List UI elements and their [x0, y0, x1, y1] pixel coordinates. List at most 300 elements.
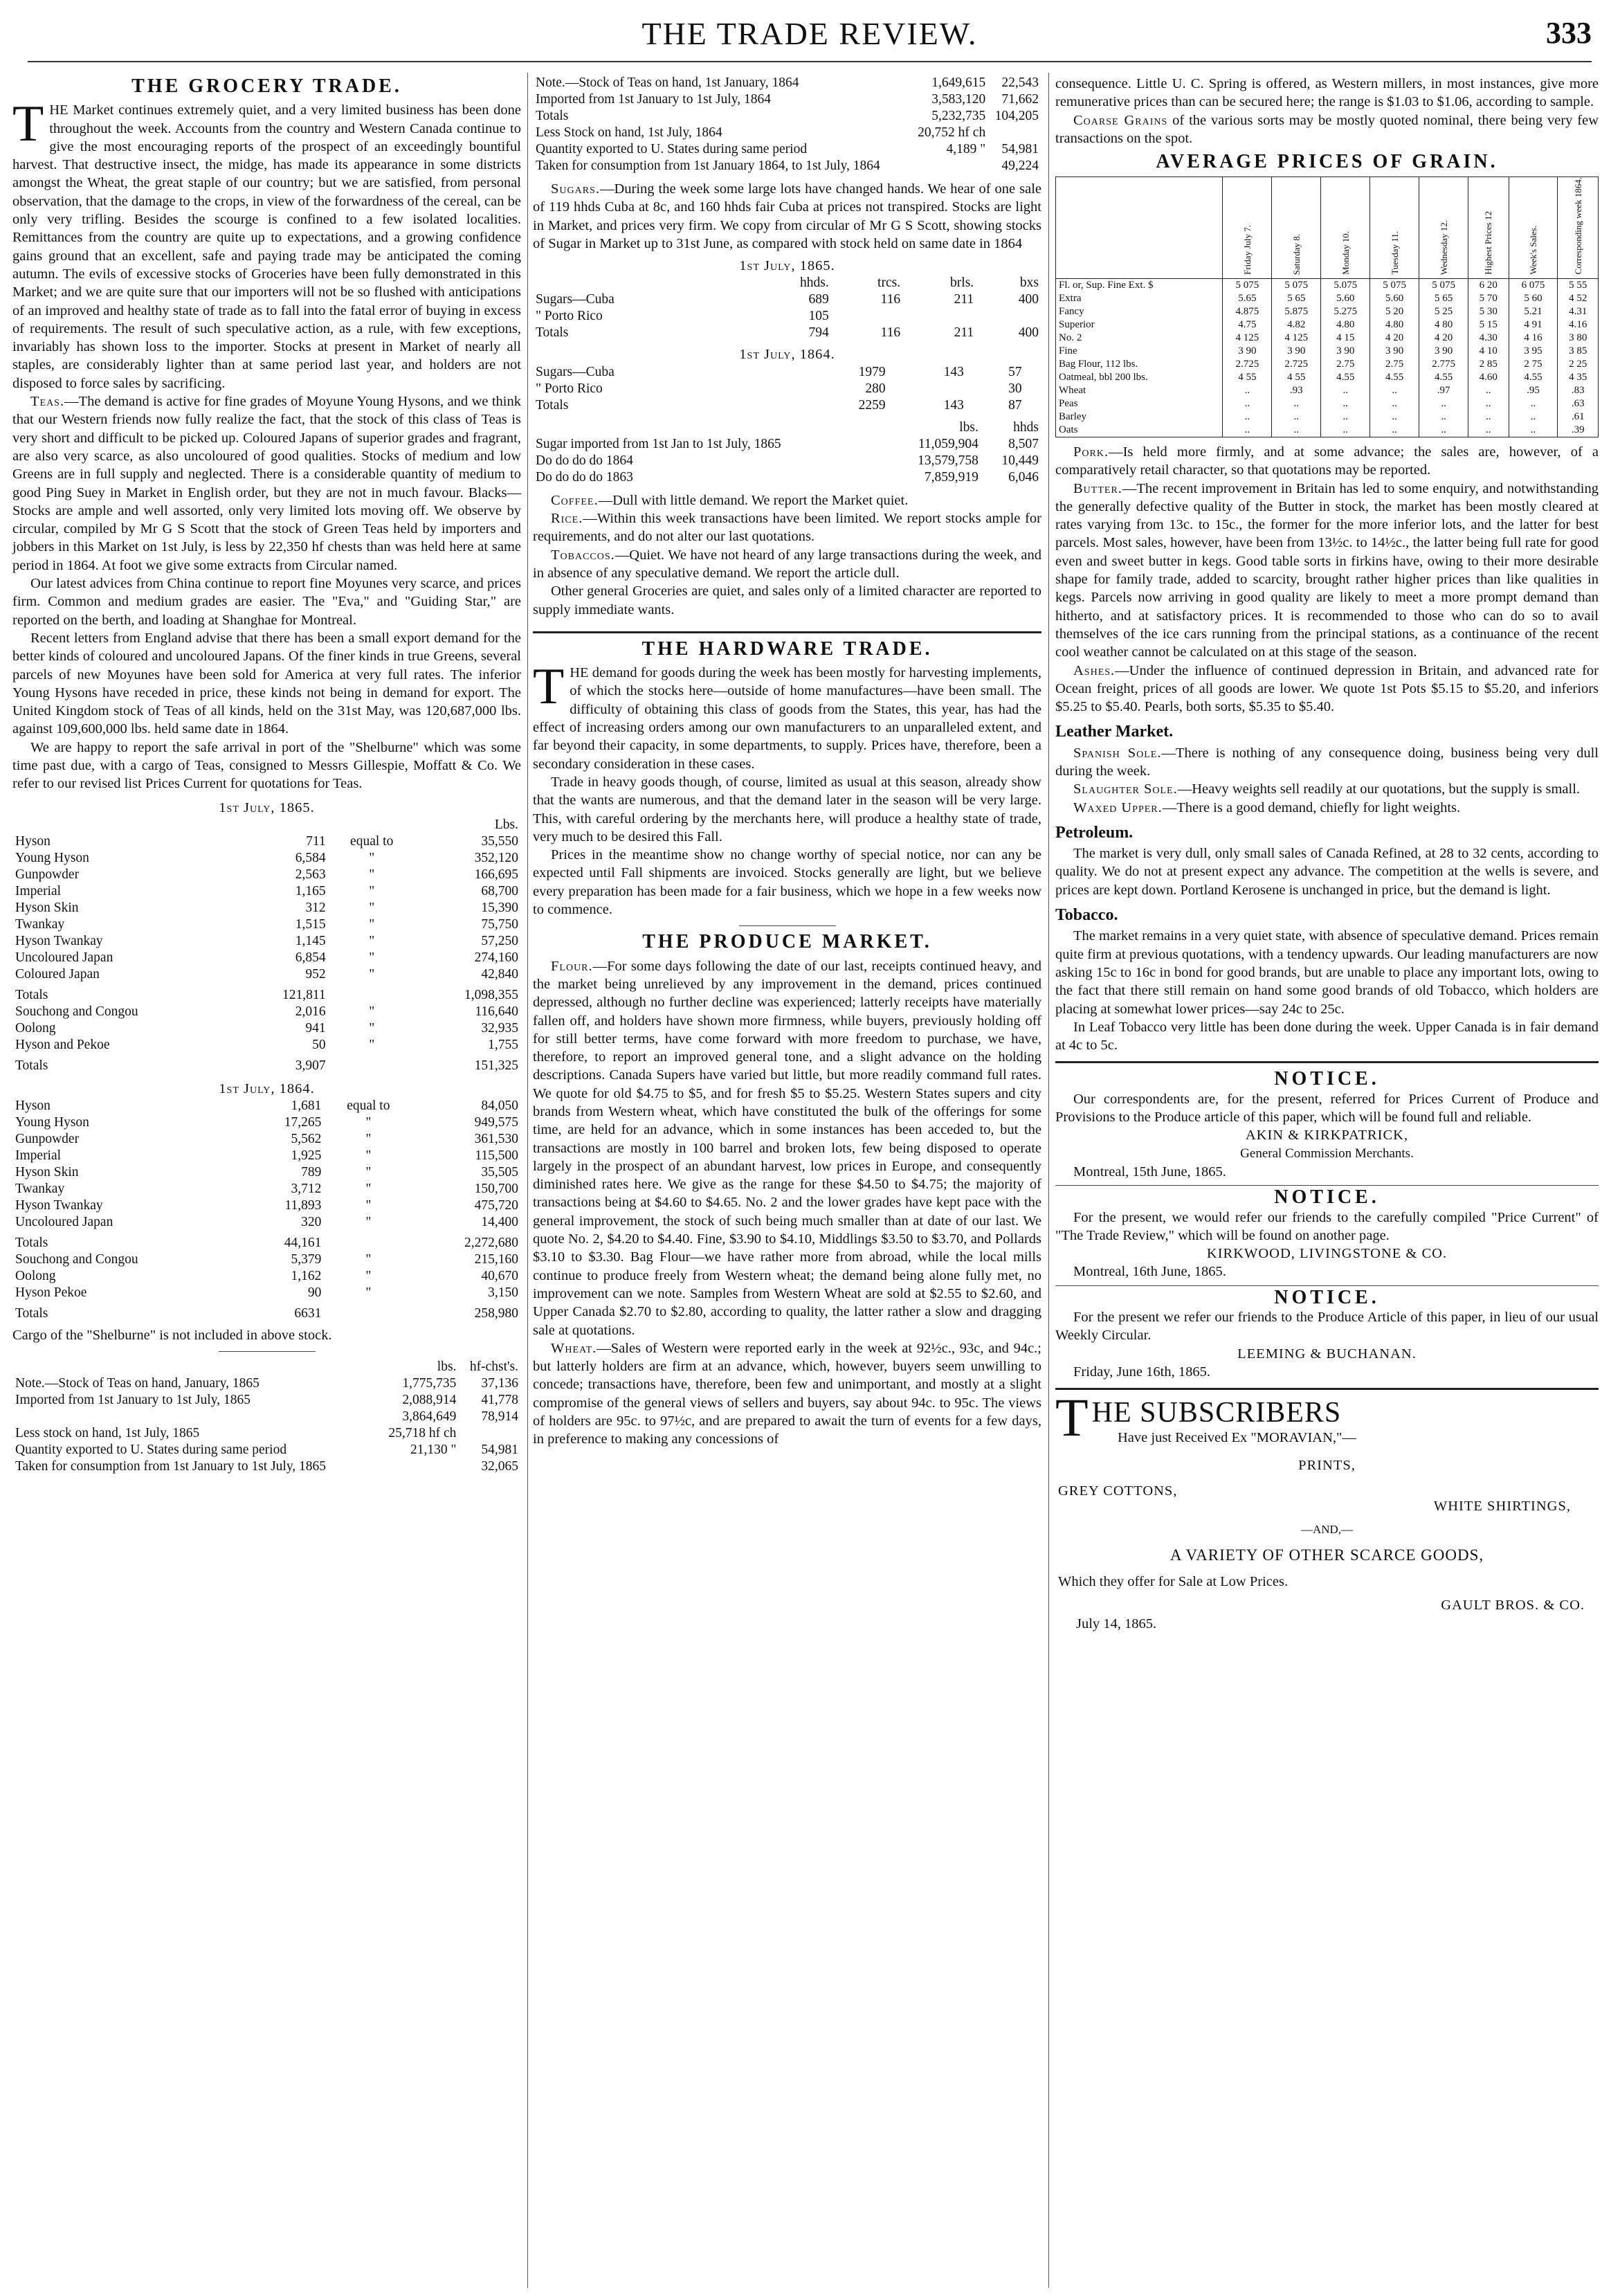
table-cell: 4 16: [1509, 332, 1558, 345]
table-cell: 211: [954, 325, 974, 341]
table-cell: ..: [1272, 410, 1321, 424]
table-cell: 4.31: [1558, 305, 1599, 318]
produce-heading: THE PRODUCE MARKET.: [642, 931, 932, 953]
table-cell: 50: [312, 1037, 326, 1052]
table-cell: ": [365, 1215, 372, 1230]
page-number: 333: [1546, 16, 1592, 50]
tobacco-paragraph: In Leaf Tobacco very little has been done during the week. Upper Canada is in fair demand at 4c to 5c.: [1055, 1019, 1599, 1054]
table-cell: 41,778: [481, 1393, 518, 1408]
table-cell: 320: [301, 1215, 322, 1230]
column-header: [1558, 177, 1599, 278]
subscribers-advertisement: [1055, 1387, 1599, 1633]
table-cell: 312: [305, 900, 326, 915]
table-cell: ": [369, 1037, 375, 1052]
table-cell: ..: [1223, 424, 1272, 437]
table-row: [1056, 292, 1599, 305]
notice-text: Our correspondents are, for the present, referred for Prices Current of Produce and Provisions to the Produce article of this paper, which will be found full and reliable.: [1055, 1091, 1599, 1126]
grocery-heading: THE GROCERY TRADE.: [131, 75, 402, 97]
row-label: Coloured Japan: [15, 966, 100, 982]
slaughter-sole-paragraph: Slaughter Sole.—Heavy weights sell readily at our quotations, but the supply is small.: [1073, 781, 1581, 797]
table-cell: .39: [1558, 424, 1599, 437]
table-row: [12, 1268, 521, 1285]
table-cell: 5 075: [1223, 278, 1272, 292]
row-label: Oatmeal, bbl 200 lbs.: [1059, 371, 1148, 383]
notice-signature-subtitle: General Commission Merchants.: [1240, 1146, 1414, 1161]
sugar-stock-table-1865: [533, 275, 1041, 341]
table-cell: 2259: [858, 397, 886, 413]
table-row: [533, 141, 1041, 158]
table-cell: ": [365, 1285, 372, 1301]
leather-heading: Leather Market.: [1055, 723, 1174, 741]
row-label: Totals: [15, 987, 48, 1002]
table-cell: 215,160: [474, 1252, 518, 1267]
table-cell: 8,507: [1008, 436, 1039, 451]
table-cell: 5.21: [1509, 305, 1558, 318]
row-label: Totals: [15, 1058, 48, 1073]
table-cell: ..: [1272, 397, 1321, 410]
table-row: [12, 1375, 521, 1392]
table-cell: 2 85: [1468, 358, 1509, 371]
table-cell: equal to: [347, 1099, 390, 1114]
row-label: Taken for consumption from 1st January to 1st July, 1865: [15, 1459, 327, 1474]
table-cell: 3 90: [1223, 345, 1272, 358]
notice-signature: AKIN & KIRKPATRICK,: [1245, 1128, 1409, 1144]
running-title: THE TRADE REVIEW.: [641, 16, 978, 51]
table-cell: 5.60: [1370, 292, 1419, 305]
table-row: [1056, 345, 1599, 358]
table-cell: .97: [1419, 384, 1468, 397]
table-row: [12, 983, 521, 1004]
table-cell: 6,584: [295, 850, 326, 865]
table-cell: 2,272,680: [464, 1236, 518, 1251]
table-cell: ..: [1370, 410, 1419, 424]
table-cell: 4 20: [1370, 332, 1419, 345]
table-cell: 2.775: [1419, 358, 1468, 371]
column-header-label: Friday July 7.: [1241, 225, 1253, 275]
table-cell: 1,165: [295, 883, 326, 898]
table-cell: 3 90: [1419, 345, 1468, 358]
column-header: hhds: [1013, 419, 1039, 435]
table-cell: ..: [1223, 397, 1272, 410]
table-cell: 2.75: [1321, 358, 1370, 371]
row-label: Oolong: [15, 1269, 56, 1284]
sugar-stock-table-1864: [533, 364, 1041, 414]
row-label: Extra: [1059, 292, 1082, 304]
table-cell: 5 30: [1468, 305, 1509, 318]
table-cell: 6 20: [1468, 278, 1509, 292]
table-cell: ..: [1419, 410, 1468, 424]
table-cell: ": [365, 1198, 372, 1213]
table-cell: [976, 308, 1041, 325]
table-cell: 5.60: [1321, 292, 1370, 305]
table-cell: ": [365, 1165, 372, 1180]
table-cell: 84,050: [481, 1099, 518, 1114]
table-cell: 3,150: [488, 1285, 518, 1301]
table-row: [533, 364, 1041, 381]
table-row: [12, 867, 521, 883]
table-cell: 6,854: [295, 950, 326, 965]
drop-cap: T: [533, 658, 565, 716]
table-row: [12, 1131, 521, 1148]
advertisement-date: July 14, 1865.: [1076, 1616, 1157, 1631]
table-cell: ..: [1321, 397, 1370, 410]
column-header-label: Corresponding week 1864.: [1572, 177, 1583, 275]
table-cell: 3 90: [1272, 345, 1321, 358]
table-cell: 5 075: [1272, 278, 1321, 292]
spanish-sole-paragraph: Spanish Sole.—There is nothing of any consequence doing, business being very dull during the week.: [1055, 745, 1599, 779]
table-row: [533, 108, 1041, 125]
table-cell: ": [365, 1269, 372, 1284]
table-cell: 2 25: [1558, 358, 1599, 371]
table-cell: ": [369, 900, 375, 915]
table-cell: ": [365, 1182, 372, 1197]
row-label: Hyson Twankay: [15, 933, 103, 948]
table-cell: ..: [1419, 397, 1468, 410]
table-cell: 4 20: [1419, 332, 1468, 345]
table-cell: 400: [1018, 292, 1039, 307]
divider: [219, 1351, 316, 1352]
table-cell: 104,205: [994, 109, 1039, 123]
table-cell: 5 70: [1468, 292, 1509, 305]
table-cell: 40,670: [481, 1269, 518, 1284]
waxed-upper-paragraph: Waxed Upper.—There is a good demand, chiefly for light weights.: [1073, 799, 1461, 815]
table-cell: 116: [880, 292, 901, 307]
row-label: Totals: [536, 325, 569, 341]
table-cell: 4.30: [1468, 332, 1509, 345]
row-label: Young Hyson: [15, 1115, 89, 1130]
rice-paragraph: Rice.—Within this week transactions have been limited. We report stocks ample for requirements, and do not alter our last quotations.: [533, 511, 1041, 545]
row-label: Sugars—Cuba: [536, 292, 615, 307]
table-row: [533, 397, 1041, 414]
table-cell: 116,640: [475, 1004, 518, 1019]
table-cell: 11,893: [284, 1198, 322, 1213]
advertisement-heading: THE SUBSCRIBERS: [1055, 1387, 1342, 1448]
table-cell: 361,530: [474, 1132, 518, 1147]
petroleum-paragraph: The market is very dull, only small sales of Canada Refined, at 28 to 32 cents, according to quality. We do not at present expect any advance. The competition at the wells is severe, and prices are kept down. Portland Kerosene is unchanged in price, but the demand is light.: [1055, 846, 1599, 898]
table-cell: 475,720: [474, 1198, 518, 1213]
table-row: [12, 1098, 521, 1114]
row-label: Gunpowder: [15, 867, 80, 882]
table-cell: [988, 125, 1041, 141]
table-cell: 5 075: [1370, 278, 1419, 292]
column-header: Lbs.: [494, 817, 518, 832]
butter-paragraph: Butter.—The recent improvement in Britain has led to some enquiry, and notwithstanding the generally defective quality of the Butter in stock, the market has been mostly cleared at rates varying from 13c. to 15c., the former for the more inferior lots, and the latter for best parcels. Most sales, however, have been from 13½c. to 14½c., the latter being full rate for good even and sweet butter in kegs. Good table sorts in firkins have, owing to their more desirable shape for family trade, added to scarcity, brought rather higher prices than like qualities in kegs. Parcels now arriving in good quality are likely to meet a more prompt demand than hitherto, and at satisfactory prices. It is recommended to those who can do so to avail themselves of the ice cars running from the principal stations, as a continuance of the recent cool weather cannot be calculated on at this stage of the season.: [1055, 480, 1599, 660]
table-cell: [375, 1458, 459, 1475]
hardware-paragraph: Prices in the meantime show no change worthy of special notice, nor can any be expected until Fall shipments are invoiced. Stocks generally are light, but we believe every preparation has been made for a fair business, which we hope in a few weeks now to commence.: [533, 847, 1041, 918]
row-label: Sugar imported from 1st Jan to 1st July, 1865: [536, 436, 781, 451]
table-cell: ": [365, 1148, 372, 1164]
table-cell: 21,130 ": [410, 1443, 457, 1458]
table-row: [1056, 358, 1599, 371]
table-cell: 6 075: [1509, 278, 1558, 292]
column-header-label: Wednesday 12.: [1438, 219, 1449, 275]
table-cell: ..: [1468, 424, 1509, 437]
table-row: [12, 1301, 521, 1322]
table-cell: 35,505: [481, 1165, 518, 1180]
table-cell: 10,449: [1001, 453, 1039, 468]
row-label: Hyson: [15, 1099, 51, 1114]
table-row: [12, 1004, 521, 1020]
table-cell: 5.275: [1321, 305, 1370, 318]
grain-heading: AVERAGE PRICES OF GRAIN.: [1156, 151, 1498, 173]
table-cell: 4 91: [1509, 318, 1558, 332]
advertisement-separator: —AND,—: [1300, 1523, 1354, 1537]
table-row: [533, 381, 1041, 397]
notice-text: For the present, we would refer our friends to the carefully compiled "Price Current" of "The Trade Review," which will be found on another page.: [1055, 1209, 1599, 1243]
row-label: Hyson: [15, 833, 51, 849]
table-cell: 30: [1008, 381, 1022, 396]
table-row: [533, 291, 1041, 308]
table-cell: ..: [1370, 424, 1419, 437]
table-cell: .95: [1509, 384, 1558, 397]
tobacco-paragraph: The market remains in a very quiet state, with absence of speculative demand. Prices remain quite firm at previous quotations, with a tendency upwards. Our leading manufacturers are now asking 15c to 16c in bond for good brands, but are unable to place any important lots, owing to the fact that there still remain on hand some good brands of old Tobacco, which holders are placing at somewhat lower prices—say 24c to 25c.: [1055, 928, 1599, 1017]
table-cell: ..: [1419, 424, 1468, 437]
table-row: [12, 1020, 521, 1037]
column-header: lbs.: [437, 1359, 457, 1375]
table-row: [533, 158, 1041, 174]
table-cell: 4 55: [1223, 371, 1272, 384]
row-label: Twankay: [15, 916, 65, 932]
column-header: [1370, 177, 1419, 278]
row-label: Young Hyson: [15, 850, 89, 865]
advertisement-signature: GAULT BROS. & CO.: [1441, 1598, 1585, 1613]
column-header: hf-chst's.: [469, 1359, 518, 1375]
table-cell: 4.55: [1509, 371, 1558, 384]
table-cell: [459, 1425, 521, 1442]
table-cell: 4 15: [1321, 332, 1370, 345]
table-cell: 15,390: [481, 900, 518, 915]
row-label: Hyson Skin: [15, 900, 79, 915]
table-cell: ": [369, 916, 375, 932]
table-cell: 25,718 hf ch: [388, 1426, 457, 1441]
wheat-paragraph: Wheat.—Sales of Western were reported early in the week at 92½c., 93c, and 94c.; but latterly holders are firm at an advance, which, however, buyers seem unwilling to concede; transactions have, therefore, been few and unimportant, and mostly at a slight compromise of the general views of sellers and buyers, say about 94c. to 95c. The views of holders are 95c. to 97½c, and are prepared to await the turn of events for a few days, in preference to making any concessions of: [533, 1340, 1041, 1447]
table-cell: ": [369, 950, 375, 965]
table-row: [12, 850, 521, 867]
table-cell: 2,563: [295, 867, 326, 882]
table-cell: 5.65: [1223, 292, 1272, 305]
tea-balance-table-1864: [533, 75, 1041, 174]
table-cell: 54,981: [1001, 142, 1039, 156]
table-row: [12, 1231, 521, 1251]
table-cell: 352,120: [474, 850, 518, 865]
grocery-paragraph: We are happy to report the safe arrival in port of the "Shelburne" which was some time past due, with a cargo of Teas, consigned to Messrs Gillespie, Moffatt & Co. We refer to our revised list Prices Current for quotations for Teas.: [12, 739, 521, 792]
table-cell: 90: [307, 1285, 322, 1301]
table-cell: 1,515: [295, 916, 326, 932]
table-cell: .83: [1558, 384, 1599, 397]
column-header: bxs: [1019, 275, 1039, 291]
row-label: Uncoloured Japan: [15, 950, 113, 965]
petroleum-heading: Petroleum.: [1055, 823, 1134, 842]
table-cell: ..: [1272, 424, 1321, 437]
table-cell: 3 90: [1370, 345, 1419, 358]
teas-paragraph: Teas.—The demand is active for fine grades of Moyune Young Hysons, and we think that our Western friends now fully realize the fact, that the stock of this class of Teas is very short and difficult to be picked up. Coloured Japans of superior grades and fragrant, are also very scarce, as also uncoloured of good qualities. Stocks of medium and low Greens are in full supply and neglected. There is a considerable quantity of medium to good Ping Suey in Market in English order, but they are not in much favour. Blacks—Stocks are ample and well assorted, only very limited lots moving off. We observe by circular, compiled by Mr G S Scott that the stock of Green Teas held by importers and jobbers in this Market on 1st July, is less by 22,350 hf chests than was held here at same period in 1864. At foot we give some extracts from Circular named.: [12, 394, 521, 573]
table-row: [12, 1409, 521, 1425]
table-cell: [832, 308, 903, 325]
table-row: [12, 1037, 521, 1054]
table-row: [533, 469, 1041, 486]
notice-signature: LEEMING & BUCHANAN.: [1237, 1346, 1417, 1362]
table-row: [533, 125, 1041, 141]
table-cell: 3,712: [291, 1182, 322, 1197]
table-cell: 2.725: [1223, 358, 1272, 371]
table-row: [1056, 278, 1599, 292]
row-label: Taken for consumption from 1st January 1864, to 1st July, 1864: [536, 159, 880, 173]
table-row: [12, 1164, 521, 1181]
column-header: [1223, 177, 1272, 278]
wheat-continued: consequence. Little U. C. Spring is offered, as Western millers, in most instances, give more remunerative prices than can be secured here; the range is $1.03 to $1.06, according to sample.: [1055, 76, 1599, 110]
hardware-paragraph: THE demand for goods during the week has been mostly for harvesting implements, of which the stocks here—outside of home manufactures—have been small. The difficulty of obtaining this class of goods from the States, this year, has had the effect of increasing orders among our own manufacturers to an unparalleled extent, and far beyond their capacity, in some departments, to supply. Prices have, therefore, been a secondary consideration in these cases.: [533, 658, 1041, 772]
table-cell: ..: [1223, 410, 1272, 424]
table-cell: 274,160: [474, 950, 518, 965]
row-label: [12, 1409, 375, 1425]
table-cell: 4,189 ": [946, 142, 986, 156]
table-row: [12, 1148, 521, 1164]
row-label: Note.—Stock of Teas on hand, January, 1865: [15, 1376, 260, 1391]
table-row: [1056, 384, 1599, 397]
cargo-note: Cargo of the "Shelburne" is not included in above stock.: [12, 1328, 332, 1344]
row-label: Do do do do 1863: [536, 469, 633, 485]
grocery-paragraph: THE Market continues extremely quiet, and a very limited business has been done throughout the week. Accounts from the country and Western Canada continue to give the most encouraging reports of the prospect of an exceedingly bountiful harvest. That destructive insect, the midge, has made its appearance in some districts amongst the Wheat, the great staple of our country; but we are satisfied, from personal observation, that the damage to the crops, in view of the forwardness of the cereal, can be only very trifling. Besides the scourge is confined to a few isolated localities. Remittances from the country are quite up to expectations, and a growing confidence gains ground that an excellent, safe and paying trade may be anticipated the coming autumn. The evils of excessive stocks of Groceries have been fully demonstrated in this Market; and we are quite sure that our importers will not be so flushed with anticipations of an improved and healthy state of trade as to fall into the fatal error of buying in excess of requirements. The result of such speculative action, as a rule, with few exceptions, invariably has shown loss to the importer. Stocks at present in Market of nearly all staples, are considerably lighter than at same period last year, and holders are not disposed to force sales by sacrificing.: [12, 96, 521, 391]
table-cell: ..: [1370, 397, 1419, 410]
table-cell: 75,750: [481, 916, 518, 932]
column-rule: [527, 73, 528, 2288]
row-label: Hyson Pekoe: [15, 1285, 87, 1301]
table-row: [12, 950, 521, 966]
table-cell: ..: [1223, 384, 1272, 397]
table-cell: 2 75: [1509, 358, 1558, 371]
grocery-paragraph: Recent letters from England advise that there has been a small export demand for the better kinds of coloured and uncoloured Japans. Of the finer kinds in true Greens, several parcels of new Moyunes have been sold for America at very full rates. The inferior Young Hysons have receded in price, these kinds not being in demand for export. The United Kingdom stock of Teas of all kinds, held on the 31st May, was 120,687,000 lbs. against 109,600,000 lbs. held same date in 1864.: [12, 630, 521, 737]
header-rule: [28, 61, 1592, 62]
column-header-label: Highest Prices 12: [1483, 211, 1494, 275]
table-cell: 5,232,735: [931, 109, 986, 123]
row-label: Oolong: [15, 1020, 56, 1036]
table-cell: ..: [1509, 424, 1558, 437]
table-cell: 5 65: [1272, 292, 1321, 305]
table-row: [12, 900, 521, 916]
table-cell: 5 55: [1558, 278, 1599, 292]
row-label: Fl. or, Sup. Fine Ext. $: [1059, 279, 1154, 291]
coarse-grains-paragraph: Coarse Grains of the various sorts may be mostly quoted nominal, there being very few transactions on the spot.: [1055, 112, 1599, 146]
grocery-paragraph: Our latest advices from China continue to report fine Moyunes very scarce, and prices firm. Common and medium grades are easier. The "Eva," and "Guiding Star," are reported on the berth, and loading at Shanghae for Montreal.: [12, 576, 521, 628]
table-cell: [1025, 364, 1041, 381]
row-label: Hyson Twankay: [15, 1198, 103, 1213]
table-cell: 1,775,735: [402, 1376, 457, 1391]
table-cell: 258,980: [474, 1306, 518, 1321]
row-label: Sugars—Cuba: [536, 364, 615, 379]
table-row: [12, 1442, 521, 1458]
table-row: [1056, 397, 1599, 410]
table-title: 1st July, 1865.: [219, 799, 315, 815]
tea-stock-table-1864: [12, 1098, 521, 1322]
table-cell: 689: [808, 292, 829, 307]
table-cell: 2,016: [295, 1004, 326, 1019]
masthead: [28, 15, 1592, 64]
table-cell: 57,250: [481, 933, 518, 948]
column-header-label: Week's Sales.: [1527, 226, 1538, 275]
row-label: Fancy: [1059, 305, 1084, 317]
table-cell: 941: [305, 1020, 326, 1036]
divider: [739, 925, 836, 926]
column-header: [1272, 177, 1321, 278]
table-cell: 150,700: [474, 1182, 518, 1197]
column-header: hhds.: [800, 275, 829, 291]
table-row: [1056, 318, 1599, 332]
table-cell: 1979: [858, 364, 886, 379]
table-row: [12, 1054, 521, 1074]
table-cell: 4 35: [1558, 371, 1599, 384]
table-cell: ": [369, 933, 375, 948]
table-row: [533, 436, 1041, 453]
table-row: [12, 1114, 521, 1131]
notice-date: Friday, June 16th, 1865.: [1073, 1364, 1210, 1380]
column-3: [1055, 75, 1599, 1633]
table-cell: 211: [954, 292, 974, 307]
table-cell: 17,265: [284, 1115, 322, 1130]
table-cell: 6,046: [1008, 469, 1039, 485]
row-label: Note.—Stock of Teas on hand, 1st January, 1864: [536, 75, 799, 90]
table-cell: 1,755: [488, 1037, 518, 1052]
advertisement-line: Have just Received Ex "MORAVIAN,"—: [1118, 1430, 1356, 1446]
table-cell: 5 60: [1509, 292, 1558, 305]
table-cell: 1,145: [295, 933, 326, 948]
table-cell: 2,088,914: [402, 1393, 457, 1408]
table-row: [12, 1251, 521, 1268]
table-row: [12, 1458, 521, 1475]
row-label: Less Stock on hand, 1st July, 1864: [536, 125, 722, 140]
table-row: [1056, 410, 1599, 424]
section-divider: [1055, 1061, 1599, 1063]
table-cell: .61: [1558, 410, 1599, 424]
notice-title: NOTICE.: [1055, 1285, 1599, 1307]
table-cell: 5.875: [1272, 305, 1321, 318]
table-row: [12, 966, 521, 983]
column-header: trcs.: [877, 275, 901, 291]
advertisement-item: A VARIETY OF OTHER SCARCE GOODS,: [1170, 1546, 1484, 1564]
section-divider: [533, 631, 1041, 633]
table-cell: 4 55: [1272, 371, 1321, 384]
tea-stock-table-1865: [12, 817, 521, 1074]
row-label: Fine: [1059, 345, 1077, 356]
table-row: [533, 91, 1041, 108]
coffee-paragraph: Coffee.—Dull with little demand. We report the Market quiet.: [551, 492, 909, 508]
table-cell: 4 125: [1272, 332, 1321, 345]
table-cell: 2.75: [1370, 358, 1419, 371]
table-cell: .63: [1558, 397, 1599, 410]
table-cell: 32,065: [481, 1459, 518, 1474]
table-row: [12, 933, 521, 950]
tobaccos-paragraph: Tobaccos.—Quiet. We have not heard of any large transactions during the week, and in absence of any speculative demand. We report the article dull.: [533, 547, 1041, 581]
table-cell: 4.55: [1419, 371, 1468, 384]
row-label: Imported from 1st January to 1st July, 1865: [15, 1393, 251, 1408]
table-cell: 44,161: [284, 1236, 322, 1251]
table-cell: ..: [1468, 410, 1509, 424]
table-cell: 4 125: [1223, 332, 1272, 345]
table-cell: 11,059,904: [918, 436, 979, 451]
column-header: [1056, 177, 1223, 278]
table-cell: [324, 1301, 412, 1322]
table-cell: 2.725: [1272, 358, 1321, 371]
table-cell: 57: [1008, 364, 1022, 379]
table-cell: ..: [1370, 384, 1419, 397]
table-cell: 35,550: [481, 833, 518, 849]
table-row: [533, 75, 1041, 91]
table-cell: ": [365, 1132, 372, 1147]
table-row: [12, 916, 521, 933]
table-row: [12, 1214, 521, 1231]
table-cell: 5,562: [291, 1132, 322, 1147]
table-cell: 4.75: [1223, 318, 1272, 332]
column-header: [1468, 177, 1509, 278]
